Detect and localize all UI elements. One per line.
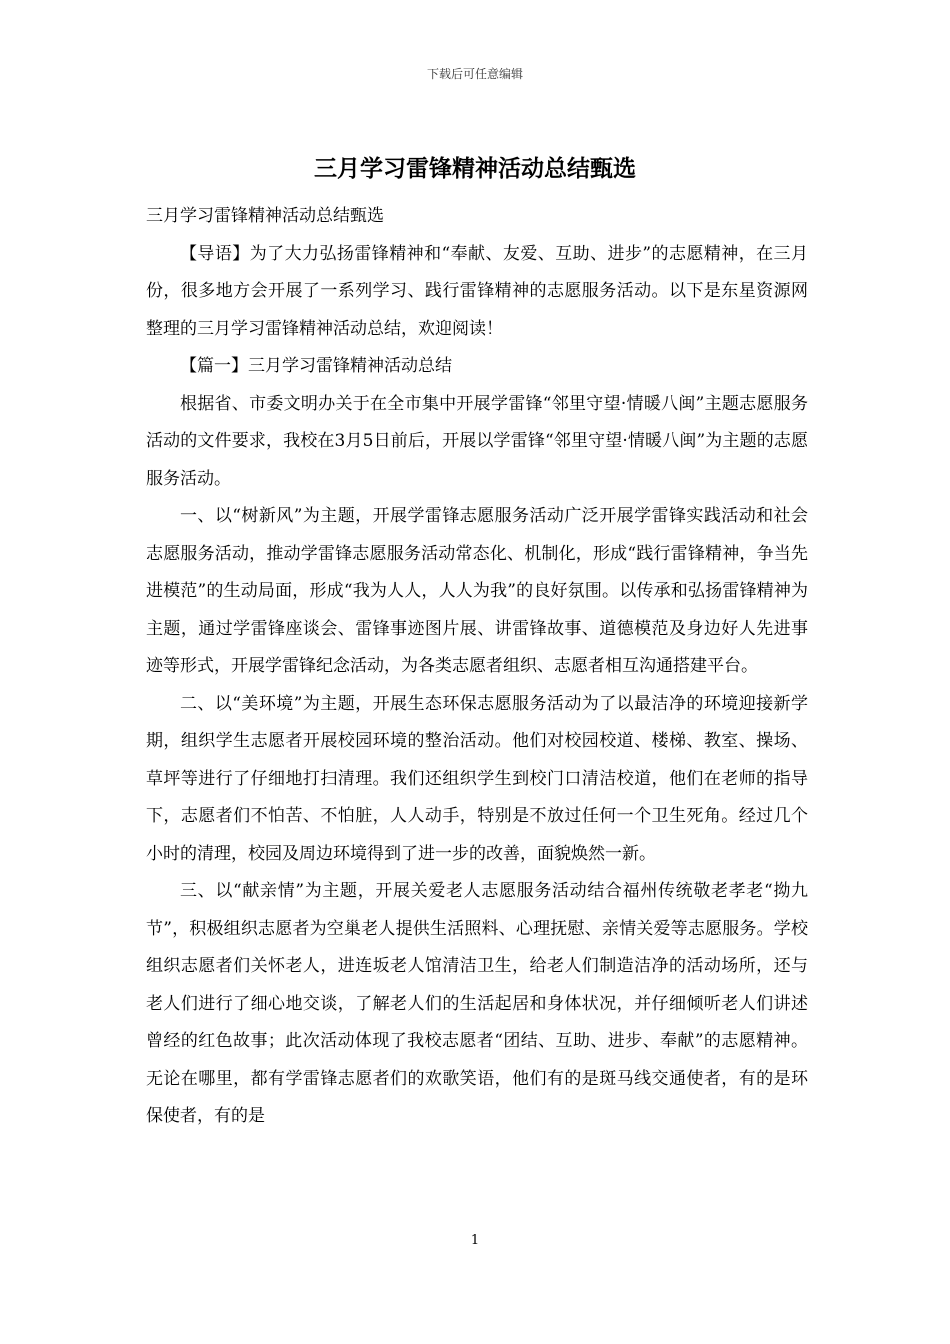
intro-paragraph: 【导语】为了大力弘扬雷锋精神和“奉献、友爱、互助、进步”的志愿精神，在三月份，很多地方会开展了一系列学习、践行雷锋精神的志愿服务活动。以下是东星资源网整理的三月学习雷锋精神活动总结，欢迎阅读！ — [146, 243, 808, 339]
subtitle-paragraph: 三月学习雷锋精神活动总结甄选 — [146, 206, 384, 226]
body-paragraph: 三、以“献亲情”为主题，开展关爱老人志愿服务活动结合福州传统敬老孝老“拗九节”，积极组织志愿者为空巢老人提供生活照料、心理抚慰、亲情关爱等志愿服务。学校组织志愿者们关怀老人，进连坂老人馆清洁卫生，给老人们制造洁净的活动场所，还与老人们进行了细心地交谈，了解老人们的生活起居和身体状况，并仔细倾听老人们讲述曾经的红色故事；此次活动体现了我校志愿者“团结、互助、进步、奉献”的志愿精神。无论在哪里，都有学雷锋志愿者们的欢歌笑语，他们有的是斑马线交通使者，有的是环保使者，有的是 — [146, 881, 808, 1126]
document-title: 三月学习雷锋精神活动总结甄选 — [314, 155, 636, 182]
body-paragraph: 根据省、市委文明办关于在全市集中开展学雷锋“邻里守望·情暖八闽”主题志愿服务活动的文件要求，我校在3月5日前后，开展以学雷锋“邻里守望·情暖八闽”为主题的志愿服务活动。 — [146, 393, 808, 489]
body-paragraph: 一、以“树新风”为主题，开展学雷锋志愿服务活动广泛开展学雷锋实践活动和社会志愿服务活动，推动学雷锋志愿服务活动常态化、机制化，形成“践行雷锋精神，争当先进模范”的生动局面，形成“我为人人，人人为我”的良好氛围。以传承和弘扬雷锋精神为主题，通过学雷锋座谈会、雷锋事迹图片展、讲雷锋故事、道德模范及身边好人先进事迹等形式，开展学雷锋纪念活动，为各类志愿者组织、志愿者相互沟通搭建平台。 — [146, 506, 808, 676]
document-body — [146, 198, 808, 1136]
section-heading: 【篇一】三月学习雷锋精神活动总结 — [180, 356, 452, 376]
header-note: 下载后可任意编辑 — [426, 67, 523, 81]
body-paragraph: 二、以“美环境”为主题，开展生态环保志愿服务活动为了以最洁净的环境迎接新学期，组织学生志愿者开展校园环境的整治活动。他们对校园校道、楼梯、教室、操场、草坪等进行了仔细地打扫清理。我们还组织学生到校门口清洁校道，他们在老师的指导下，志愿者们不怕苦、不怕脏，人人动手，特别是不放过任何一个卫生死角。经过几个小时的清理，校园及周边环境得到了进一步的改善，面貌焕然一新。 — [146, 693, 808, 864]
page-number: 1 — [470, 1233, 480, 1248]
